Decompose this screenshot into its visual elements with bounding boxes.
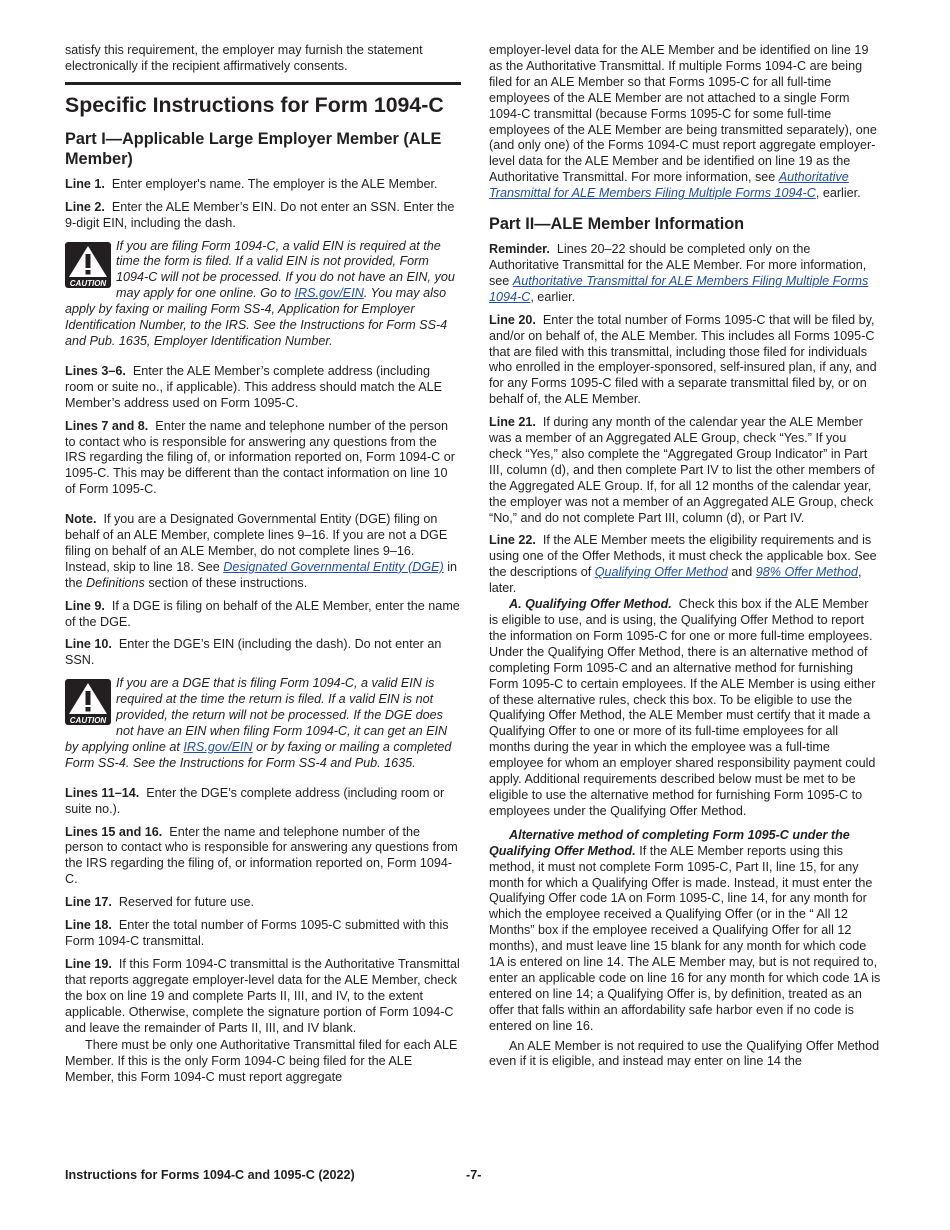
note-definitions-italic: Definitions xyxy=(86,575,145,590)
line22-label: Line 22. xyxy=(489,533,536,548)
lines7-8-paragraph xyxy=(65,419,461,499)
lines11-14-text: Enter the DGE’s complete address (including room or suite no.). xyxy=(65,785,445,816)
qom-text: Check this box if the ALE Member is eligible to use, and is using, the Qualifying Offer Method to report the information on Form 1095-C for one or more full-time employees. Under the Qualifying Offer Method, there is an alternative method of completing Form 1095-C and an alternative method for furnishing Form 1095-C to certain employees. If the ALE Member is using either of these alternative rules, check this box. To be eligible to use the Qualifying Offer Method, the ALE Member must certify that it made a Qualifying Offer to one or more of its full-time employees for all months during the year in which the employee was a full-time employee for whom an employer shared responsibility payment could apply. Additional requirements described below must be met to be eligible to use the alternative method for furnishing Form 1095-C to employees under the Qualifying Offer Method. xyxy=(489,597,876,818)
line9-text: If a DGE is filing on behalf of the ALE Member, enter the name of the DGE. xyxy=(65,598,460,629)
line10-paragraph xyxy=(65,637,461,669)
last-paragraph: An ALE Member is not required to use the Qualifying Offer Method even if it is eligible, and instead may enter on line 14 the xyxy=(489,1038,880,1069)
caution1-text-post: . You may also apply by faxing or mailing Form SS-4, Application for Employer Identification Number, to the IRS. See the Instructions for Form SS-4 and Pub. 1635, Employer Identification Number. xyxy=(65,286,448,348)
authoritative-transmittal-link[interactable]: Authoritative Transmittal for ALE Members Filing Multiple Forms 1094-C xyxy=(489,170,849,201)
line18-text: Enter the total number of Forms 1095-C submitted with this Form 1094-C transmittal. xyxy=(65,918,449,948)
line1-paragraph xyxy=(65,177,461,193)
line22-text-mid: and xyxy=(727,565,756,580)
left-column xyxy=(65,43,461,1093)
footer-title: Instructions for Forms 1094-C and 1095-C (2022) xyxy=(65,1168,355,1182)
dge-link[interactable]: Designated Governmental Entity (DGE) xyxy=(223,559,444,574)
line19-label: Line 19. xyxy=(65,956,112,971)
caution2-text-pre: If you are a DGE that is filing Form 1094-C, a valid EIN is required at the time the return is filed. If a valid EIN is not provided, the return will not be processed. If the DGE does not have an EIN when filing Form 1094-C, it can get an EIN by applying online at xyxy=(65,676,448,754)
only-one-transmittal-paragraph: There must be only one Authoritative Transmittal filed for each ALE Member. If this is the only Form 1094-C being filed for the ALE Member, this Form 1094-C must report aggregate xyxy=(65,1038,458,1085)
lines11-14-label: Lines 11–14. xyxy=(65,785,140,800)
line20-label: Line 20. xyxy=(489,312,536,327)
line18-label: Line 18. xyxy=(65,918,112,933)
caution-icon xyxy=(65,679,111,725)
continued-paragraph xyxy=(489,43,881,202)
line22-paragraph xyxy=(489,533,881,597)
reminder-label: Reminder. xyxy=(489,242,550,257)
lines15-16-label: Lines 15 and 16. xyxy=(65,824,163,839)
line22-text-pre: If the ALE Member meets the eligibility requirements and is using one of the Offer Methods, it must check the applicable box. See the descriptions of xyxy=(489,533,877,580)
lines11-14-paragraph xyxy=(65,786,461,818)
line20-text: Enter the total number of Forms 1095-C that will be filed by, and/or on behalf of, the ALE Member. This includes all Forms 1095-C that are filed with this transmittal, including those filed for individuals who enrolled in the employer-sponsored, self-insured plan, if any, and for any Forms 1095-C filed with a separate transmittal filed by, or on behalf of, the ALE Member. xyxy=(489,312,877,407)
line17-text: Reserved for future use. xyxy=(118,895,255,910)
page-title: Specific Instructions for Form 1094-C xyxy=(65,92,444,117)
lines3-6-paragraph xyxy=(65,364,461,412)
line19-text: If this Form 1094-C transmittal is the Authoritative Transmittal that reports aggregate employer-level data for the ALE Member, check the box on line 19 and complete Parts II, III, and IV, to the extent applicable. Otherwise, complete the signature portion of Form 1094-C and leave the remainder of Parts II, III, and IV blank. xyxy=(65,956,460,1035)
alternative-method-paragraph xyxy=(489,828,881,1035)
line17-label: Line 17. xyxy=(65,895,112,910)
part2-heading: Part II—ALE Member Information xyxy=(489,215,745,234)
intro-paragraph: satisfy this requirement, the employer may furnish the statement electronically if the recipient affirmatively consents. xyxy=(65,43,423,73)
page-number: -7- xyxy=(466,1168,482,1182)
note-paragraph xyxy=(65,512,461,592)
line2-paragraph xyxy=(65,200,461,232)
line20-paragraph xyxy=(489,313,881,408)
line2-text: Enter the ALE Member’s EIN. Do not enter an SSN. Enter the 9-digit EIN, including the dash. xyxy=(65,199,455,230)
lines15-16-text: Enter the name and telephone number of the person to contact who is responsible for answering any questions from the IRS regarding the filing of, or information reported on, Form 1094-C. xyxy=(65,824,458,887)
qualifying-offer-method-paragraph xyxy=(489,597,881,820)
98-offer-method-link[interactable]: 98% Offer Method xyxy=(755,565,858,580)
caution-note-dge xyxy=(65,676,461,771)
line19-paragraph xyxy=(65,957,461,1037)
caution-icon xyxy=(65,242,111,288)
section-rule xyxy=(65,82,461,85)
lines15-16-paragraph xyxy=(65,825,461,889)
line10-text: Enter the DGE’s EIN (including the dash). Do not enter an SSN. xyxy=(65,637,442,668)
line22-text-post: , later. xyxy=(489,565,862,596)
line9-paragraph xyxy=(65,599,461,631)
line2-label: Line 2. xyxy=(65,199,105,214)
line21-paragraph xyxy=(489,415,881,526)
reminder-text-post: , earlier. xyxy=(530,289,576,304)
authoritative-transmittal-link-2[interactable]: Authoritative Transmittal for ALE Members Filing Multiple Forms 1094-C xyxy=(489,273,869,304)
line1-label: Line 1. xyxy=(65,176,105,191)
caution-note-ein xyxy=(65,239,461,350)
alt-label: Alternative method of completing Form 1095-C under the Qualifying Offer Method. xyxy=(489,827,850,858)
alt-text: If the ALE Member reports using this method, it must not complete Form 1095-C, Part II, line 15, for any month for which a Qualifying Offer is made. Instead, it must enter the Qualifying Offer code 1A on Form 1095-C, line 14, for any month for which the employee received a Qualifying Offer (or in the “ All 12 Months” box if the employee received a Qualifying Offer for all 12 months), and must leave line 15 blank for any month for which code 1A is entered on line 14. The ALE Member may, but is not required to, enter an applicable code on line 16 for any month for which code 1A is entered on line 14; a Qualifying Offer is, by definition, treated as an offer that falls within an affordability safe harbor even if no code is entered on line 16. xyxy=(489,843,881,1033)
qom-label: A. Qualifying Offer Method. xyxy=(509,597,672,612)
lines3-6-label: Lines 3–6. xyxy=(65,363,126,378)
irs-ein-link-2[interactable]: IRS.gov/EIN xyxy=(183,739,253,754)
line17-paragraph xyxy=(65,895,461,911)
right-column xyxy=(489,43,881,1077)
line21-text: If during any month of the calendar year the ALE Member was a member of an Aggregated ALE Group, check “Yes.” If you check “Yes,” also complete the “Aggregated Group Indicator” in Part III, column (d), and then complete Part IV to list the other members of the Aggregated ALE Group. If, for all 12 months of the calendar year, the employer was not a member of an Aggregated ALE Group, check “No,” and do not complete Part III, column (d), or Part IV. xyxy=(489,415,875,525)
reminder-text-pre: Lines 20–22 should be completed only on the Authoritative Transmittal for the ALE Member. For more information, see xyxy=(489,242,867,288)
continued-text-pre: employer-level data for the ALE Member and be identified on line 19 as the Authoritative Transmittal. If multiple Forms 1094-C are being filed for an ALE Member so that Forms 1095-C for all full-time employees of the ALE Member are not attached to a single Form 1094-C transmittal (because Forms 1095-C for some full-time employees of the ALE Member are being transmitted separately), one (and only one) of the Forms 1094-C must report aggregate employer-level data for the ALE Member and be identified on line 19 as the Authoritative Transmittal. For more information, see xyxy=(489,43,877,185)
line21-label: Line 21. xyxy=(489,415,536,430)
line9-label: Line 9. xyxy=(65,598,105,613)
line18-paragraph xyxy=(65,918,461,950)
part1-heading: Part I—Applicable Large Employer Member (ALE Member) xyxy=(65,129,442,168)
lines7-8-text: Enter the name and telephone number of the person to contact who is responsible for answering any questions from the IRS regarding the filing of, or information reported on, Form 1094-C or 1095-C. This may be different than the contact information on line 10 of Form 1095-C. xyxy=(65,418,455,497)
note-label: Note. xyxy=(65,512,97,527)
caution1-text-pre: If you are filing Form 1094-C, a valid EIN is required at the time the form is filed. If a valid EIN is not provided, Form 1094-C will not be processed. If you do not have an EIN, you may apply for one online. Go to xyxy=(116,238,455,301)
qualifying-offer-method-link[interactable]: Qualifying Offer Method xyxy=(594,565,728,580)
line1-text: Enter employer's name. The employer is the ALE Member. xyxy=(111,176,438,191)
lines3-6-text: Enter the ALE Member’s complete address (including room or suite no., if applicable). This address should match the ALE Member’s address used on Form 1095-C. xyxy=(65,363,443,410)
continued-text-post: , earlier. xyxy=(815,186,861,201)
note-text-mid: in the xyxy=(65,559,458,590)
lines7-8-label: Lines 7 and 8. xyxy=(65,418,149,433)
reminder-paragraph xyxy=(489,242,881,306)
caution2-text-post: or by faxing or mailing a completed Form SS-4. See the Instructions for Form SS-4 and Pub. 1635. xyxy=(65,739,452,770)
irs-ein-link[interactable]: IRS.gov/EIN xyxy=(294,286,364,301)
note-text-post: section of these instructions. xyxy=(144,575,308,590)
note-text-pre: If you are a Designated Governmental Entity (DGE) filing on behalf of an ALE Member, complete lines 9–16. If you are not a DGE filing on behalf of an ALE Member, do not complete lines 9–16. Instead, skip to line 18. See xyxy=(65,512,448,574)
line10-label: Line 10. xyxy=(65,637,112,652)
